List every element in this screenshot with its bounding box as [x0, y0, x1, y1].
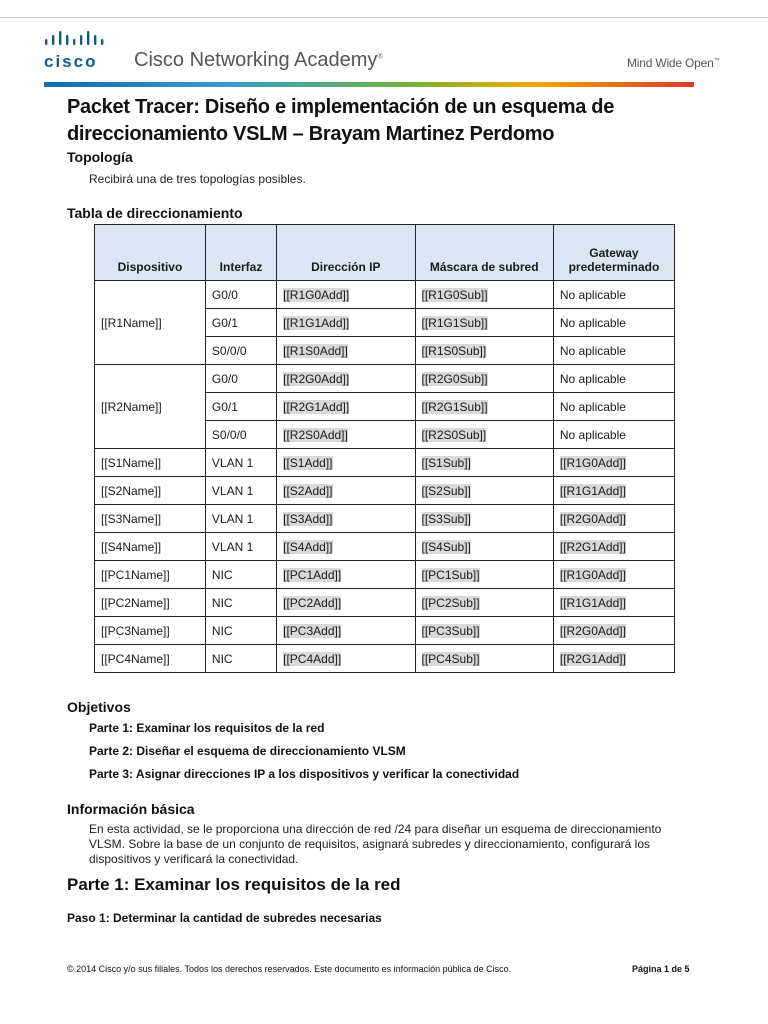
- cell-mask-text: [[R2G1Sub]]: [421, 399, 488, 414]
- cell-ip-text: [[R1S0Add]]: [283, 343, 348, 358]
- cell-iface-text: NIC: [211, 567, 233, 582]
- cell-iface: [205, 589, 276, 617]
- cell-gw-text: No aplicable: [559, 371, 626, 386]
- cell-gw-text: [[R2G0Add]]: [559, 511, 626, 526]
- objetivo-parte3: Parte 3: Asignar direcciones IP a los dispositivos y verificar la conectividad: [89, 767, 520, 781]
- cell-mask-text: [[PC2Sub]]: [421, 595, 480, 610]
- table-row: [95, 505, 675, 533]
- cell-gw-text: [[R1G0Add]]: [559, 455, 626, 470]
- cell-gw: [553, 449, 674, 477]
- cell-ip: [277, 281, 415, 309]
- cell-iface: [205, 421, 276, 449]
- cell-ip: [277, 561, 415, 589]
- cell-iface: [205, 449, 276, 477]
- cell-mask: [415, 589, 553, 617]
- cell-ip-text: [[PC4Add]]: [283, 651, 342, 666]
- cell-iface-text: G0/1: [211, 315, 238, 330]
- cell-mask-text: [[R1S0Sub]]: [421, 343, 487, 358]
- cell-gw: [553, 617, 674, 645]
- col-ip: Dirección IP: [277, 225, 415, 281]
- cell-ip: [277, 617, 415, 645]
- cell-mask: [415, 505, 553, 533]
- cell-mask-text: [[PC1Sub]]: [421, 567, 480, 582]
- cell-device: [[R2Name]]: [95, 365, 206, 449]
- cell-iface: [205, 337, 276, 365]
- col-gateway: Gateway predeterminado: [553, 225, 674, 281]
- table-body: [95, 281, 675, 673]
- cell-device: [[S1Name]]: [95, 449, 206, 477]
- academy-name: Cisco Networking Academy®: [134, 49, 383, 71]
- table-row: [95, 449, 675, 477]
- cell-mask: [415, 617, 553, 645]
- cell-gw: [553, 393, 674, 421]
- cell-device: [[PC3Name]]: [95, 617, 206, 645]
- cell-gw-text: [[R1G1Add]]: [559, 595, 626, 610]
- cell-gw-text: No aplicable: [559, 287, 626, 302]
- cell-ip: [277, 477, 415, 505]
- cell-ip-text: [[R1G0Add]]: [283, 287, 350, 302]
- cell-ip-text: [[S2Add]]: [283, 483, 333, 498]
- cell-mask: [415, 561, 553, 589]
- cell-iface-text: NIC: [211, 651, 233, 666]
- cell-device: [[S2Name]]: [95, 477, 206, 505]
- document-title: Packet Tracer: Diseño e implementación de un esquema de direccionamiento VSLM – Brayam Martinez Perdomo: [67, 96, 615, 145]
- cell-gw: [553, 281, 674, 309]
- cell-gw-text: [[R1G0Add]]: [559, 567, 626, 582]
- cell-gw: [553, 533, 674, 561]
- cell-ip: [277, 589, 415, 617]
- cell-iface-text: G0/0: [211, 371, 238, 386]
- cell-gw-text: No aplicable: [559, 315, 626, 330]
- cell-iface-text: VLAN 1: [211, 511, 254, 526]
- cell-gw: [553, 309, 674, 337]
- cell-gw-text: No aplicable: [559, 427, 626, 442]
- cell-gw: [553, 645, 674, 673]
- cell-ip-text: [[S3Add]]: [283, 511, 333, 526]
- cell-mask: [415, 365, 553, 393]
- cell-iface: [205, 533, 276, 561]
- cell-device: [[S3Name]]: [95, 505, 206, 533]
- header-color-bar: [44, 82, 694, 87]
- cell-device: [[S4Name]]: [95, 533, 206, 561]
- cell-iface-text: VLAN 1: [211, 483, 254, 498]
- cell-gw-text: [[R1G1Add]]: [559, 483, 626, 498]
- cell-mask-text: [[R2G0Sub]]: [421, 371, 488, 386]
- cell-iface-text: NIC: [211, 623, 233, 638]
- cell-iface-text: VLAN 1: [211, 539, 254, 554]
- table-row: [95, 589, 675, 617]
- cell-ip: [277, 533, 415, 561]
- cell-iface-text: VLAN 1: [211, 455, 254, 470]
- cell-gw: [553, 561, 674, 589]
- cell-iface: [205, 505, 276, 533]
- cell-mask-text: [[R2S0Sub]]: [421, 427, 487, 442]
- cell-mask: [415, 309, 553, 337]
- paso1-heading: Paso 1: Determinar la cantidad de subredes necesarias: [67, 911, 382, 925]
- cell-mask-text: [[R1G1Sub]]: [421, 315, 488, 330]
- cell-mask: [415, 393, 553, 421]
- tabla-heading: Tabla de direccionamiento: [67, 205, 243, 221]
- cell-iface-text: S0/0/0: [211, 343, 247, 358]
- cell-device: [[PC2Name]]: [95, 589, 206, 617]
- cell-ip: [277, 505, 415, 533]
- cisco-bars-icon: [44, 30, 116, 50]
- table-row: [95, 645, 675, 673]
- cell-mask-text: [[PC4Sub]]: [421, 651, 480, 666]
- cell-iface: [205, 561, 276, 589]
- objetivos-heading: Objetivos: [67, 699, 131, 715]
- cell-gw: [553, 421, 674, 449]
- cell-mask-text: [[S3Sub]]: [421, 511, 471, 526]
- cell-mask: [415, 281, 553, 309]
- cell-gw-text: [[R2G0Add]]: [559, 623, 626, 638]
- cell-ip-text: [[R2G0Add]]: [283, 371, 350, 386]
- cell-ip: [277, 393, 415, 421]
- cell-mask: [415, 645, 553, 673]
- cell-mask: [415, 477, 553, 505]
- cell-iface: [205, 281, 276, 309]
- col-mascara: Máscara de subred: [415, 225, 553, 281]
- cell-ip: [277, 645, 415, 673]
- objetivo-parte2: Parte 2: Diseñar el esquema de direccionamiento VLSM: [89, 744, 406, 758]
- cell-gw: [553, 589, 674, 617]
- cell-gw: [553, 365, 674, 393]
- cell-ip-text: [[R1G1Add]]: [283, 315, 350, 330]
- cell-mask: [415, 337, 553, 365]
- cell-mask: [415, 449, 553, 477]
- cell-iface: [205, 309, 276, 337]
- cell-ip-text: [[R2G1Add]]: [283, 399, 350, 414]
- cell-ip: [277, 309, 415, 337]
- table-row: [95, 561, 675, 589]
- cell-ip-text: [[R2S0Add]]: [283, 427, 348, 442]
- topologia-text: Recibirá una de tres topologías posibles.: [89, 172, 306, 186]
- cell-gw: [553, 337, 674, 365]
- cell-iface: [205, 393, 276, 421]
- table-row: [95, 281, 675, 309]
- page-number: Página 1 de 5: [632, 964, 690, 974]
- topologia-heading: Topología: [67, 149, 133, 165]
- cell-mask-text: [[PC3Sub]]: [421, 623, 480, 638]
- cell-iface: [205, 617, 276, 645]
- cell-iface-text: NIC: [211, 595, 233, 610]
- cell-device: [[PC1Name]]: [95, 561, 206, 589]
- cell-iface: [205, 477, 276, 505]
- cell-ip: [277, 421, 415, 449]
- cell-gw-text: No aplicable: [559, 399, 626, 414]
- cell-device: [[PC4Name]]: [95, 645, 206, 673]
- cell-mask: [415, 421, 553, 449]
- cell-mask-text: [[R1G0Sub]]: [421, 287, 488, 302]
- cisco-logo: [44, 30, 116, 71]
- cell-mask-text: [[S4Sub]]: [421, 539, 471, 554]
- cell-ip-text: [[S4Add]]: [283, 539, 333, 554]
- cell-device: [[R1Name]]: [95, 281, 206, 365]
- cell-ip-text: [[PC3Add]]: [283, 623, 342, 638]
- top-rule: [0, 17, 768, 18]
- objetivo-parte1: Parte 1: Examinar los requisitos de la red: [89, 721, 325, 735]
- footer-copyright: © 2014 Cisco y/o sus filiales. Todos los derechos reservados. Este documento es información pública de Cisco.: [67, 964, 512, 974]
- table-row: [95, 533, 675, 561]
- cell-mask: [415, 533, 553, 561]
- info-text: En esta actividad, se le proporciona una dirección de red /24 para diseñar un esquema de direccionamiento VLSM. Sobre la base de un conjunto de requisitos, asignará subredes y direccionamiento, configurará los dispositivos y verificará la conectividad.: [89, 822, 662, 866]
- cell-gw-text: No aplicable: [559, 343, 626, 358]
- table-row: [95, 365, 675, 393]
- cell-ip: [277, 449, 415, 477]
- cell-iface: [205, 365, 276, 393]
- parte1-heading: Parte 1: Examinar los requisitos de la red: [67, 875, 401, 894]
- tagline: Mind Wide Open™: [627, 56, 720, 70]
- cell-ip-text: [[PC1Add]]: [283, 567, 342, 582]
- cell-gw-text: [[R2G1Add]]: [559, 539, 626, 554]
- table-row: [95, 617, 675, 645]
- cell-gw-text: [[R2G1Add]]: [559, 651, 626, 666]
- cell-mask-text: [[S1Sub]]: [421, 455, 471, 470]
- cisco-wordmark: cisco: [44, 52, 98, 71]
- table-header-row: [95, 225, 675, 281]
- cell-iface-text: G0/0: [211, 287, 238, 302]
- addressing-table: [94, 224, 675, 673]
- info-heading: Información básica: [67, 801, 195, 817]
- cell-gw: [553, 477, 674, 505]
- cell-ip: [277, 365, 415, 393]
- col-dispositivo: Dispositivo: [95, 225, 206, 281]
- col-interfaz: Interfaz: [205, 225, 276, 281]
- cell-mask-text: [[S2Sub]]: [421, 483, 471, 498]
- table-row: [95, 477, 675, 505]
- cell-iface: [205, 645, 276, 673]
- cell-ip: [277, 337, 415, 365]
- cell-iface-text: S0/0/0: [211, 427, 247, 442]
- cell-ip-text: [[PC2Add]]: [283, 595, 342, 610]
- cell-ip-text: [[S1Add]]: [283, 455, 333, 470]
- cell-iface-text: G0/1: [211, 399, 238, 414]
- cell-gw: [553, 505, 674, 533]
